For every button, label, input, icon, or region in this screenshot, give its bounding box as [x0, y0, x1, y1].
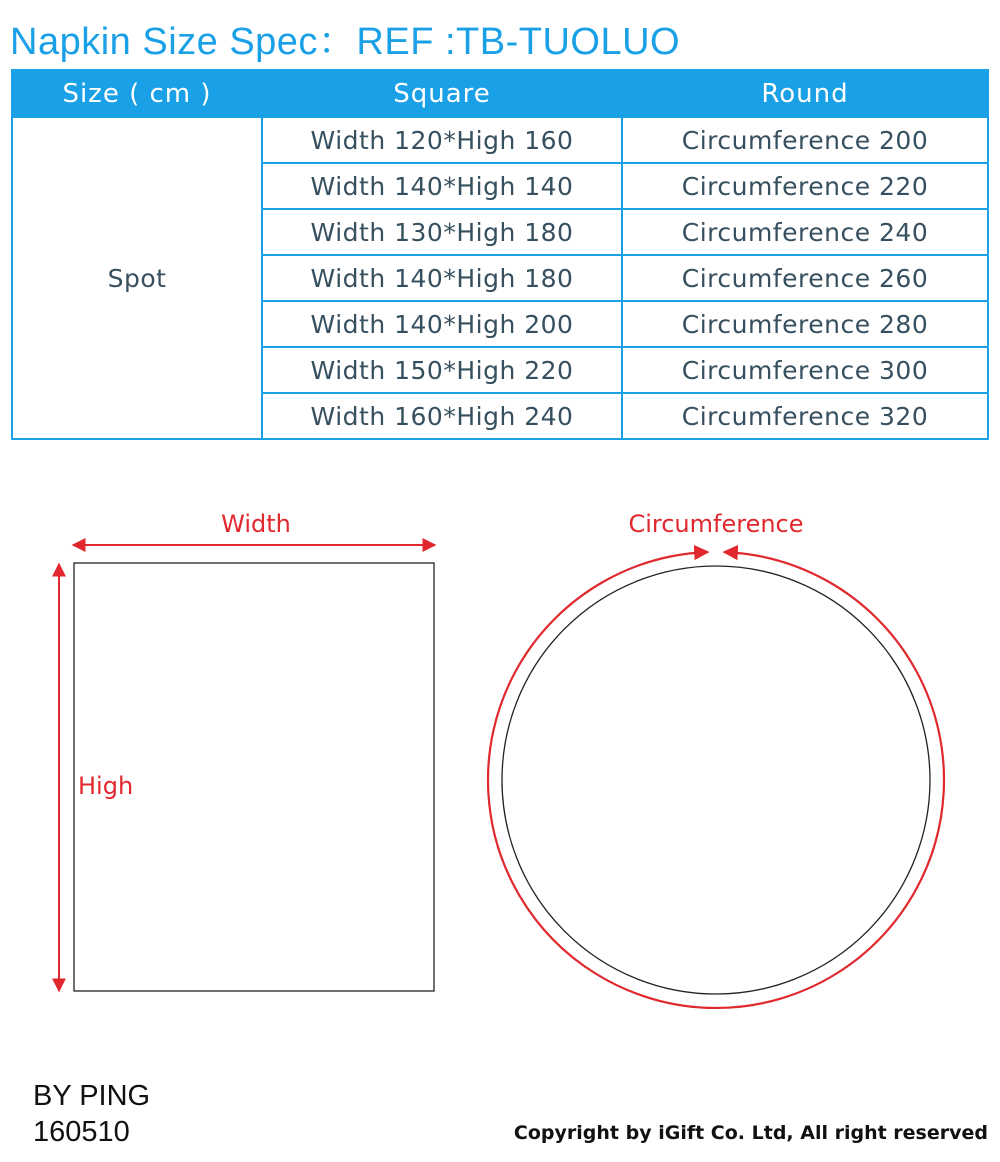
- napkin-dimension-diagram: [0, 490, 1000, 1020]
- circumference-label: Circumference: [628, 510, 804, 538]
- square-size-cell: Width 150*High 220: [262, 347, 622, 393]
- table-row: [12, 117, 988, 163]
- size-spec-table: [11, 69, 989, 440]
- table-header-row: [12, 70, 988, 117]
- square-size-cell: Width 140*High 180: [262, 255, 622, 301]
- page-title: Napkin Size Spec：REF :TB-TUOLUO: [10, 21, 681, 63]
- round-size-cell: Circumference 300: [622, 347, 988, 393]
- document-code: 160510: [33, 1116, 130, 1148]
- round-size-cell: Circumference 200: [622, 117, 988, 163]
- width-label: Width: [221, 510, 291, 538]
- round-napkin-outline: [502, 566, 930, 994]
- round-size-cell: Circumference 280: [622, 301, 988, 347]
- round-diagram: [488, 510, 944, 1008]
- square-size-cell: Width 120*High 160: [262, 117, 622, 163]
- square-size-cell: Width 130*High 180: [262, 209, 622, 255]
- round-size-cell: Circumference 320: [622, 393, 988, 439]
- header-size: Size ( cm ): [12, 70, 262, 117]
- high-label: High: [78, 772, 134, 800]
- square-size-cell: Width 140*High 200: [262, 301, 622, 347]
- round-size-cell: Circumference 220: [622, 163, 988, 209]
- square-diagram: [59, 510, 435, 991]
- round-size-cell: Circumference 240: [622, 209, 988, 255]
- circumference-arrow: [488, 552, 944, 1008]
- author-name: BY PING: [33, 1080, 151, 1112]
- category-cell: Spot: [12, 117, 262, 439]
- round-size-cell: Circumference 260: [622, 255, 988, 301]
- author-block: [33, 1078, 150, 1150]
- header-square: Square: [262, 70, 622, 117]
- copyright-notice: Copyright by iGift Co. Ltd, All right reserved: [513, 1122, 988, 1144]
- square-size-cell: Width 140*High 140: [262, 163, 622, 209]
- header-round: Round: [622, 70, 988, 117]
- square-size-cell: Width 160*High 240: [262, 393, 622, 439]
